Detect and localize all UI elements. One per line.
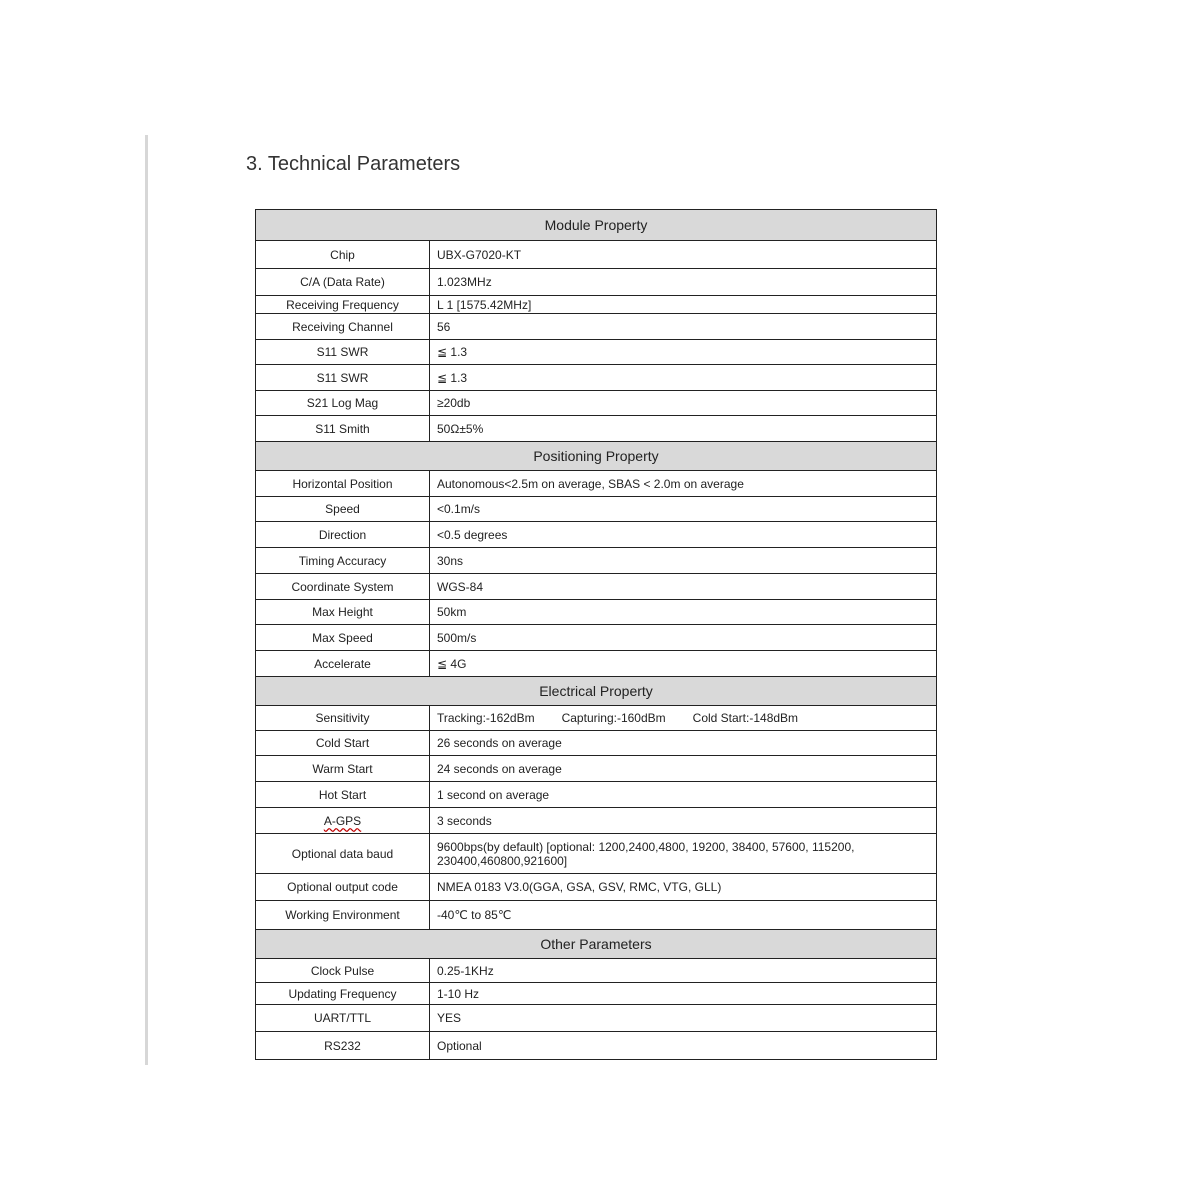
param-value: UBX-G7020-KT: [430, 241, 937, 269]
table-row: [256, 756, 937, 782]
table-row: [256, 651, 937, 677]
sensitivity-capturing: Capturing:-160dBm: [561, 711, 666, 725]
table-row: [256, 874, 937, 901]
param-label: Speed: [256, 497, 430, 522]
param-value-sensitivity: [430, 706, 937, 731]
table-row: [256, 782, 937, 808]
table-row: [256, 600, 937, 625]
param-value: ≦ 1.3: [430, 340, 937, 365]
section-row-other-parameters: [256, 930, 937, 959]
param-value: 1-10 Hz: [430, 983, 937, 1005]
technical-parameters-table: [255, 209, 937, 1060]
param-value: Autonomous<2.5m on average, SBAS < 2.0m on average: [430, 471, 937, 497]
param-value: 26 seconds on average: [430, 731, 937, 756]
section-title-positioning-property: Positioning Property: [256, 442, 937, 471]
param-label: S11 SWR: [256, 340, 430, 365]
param-label: Optional output code: [256, 874, 430, 901]
table-row: [256, 1005, 937, 1032]
param-label: C/A (Data Rate): [256, 269, 430, 296]
param-label: [256, 808, 430, 834]
section-title-other-parameters: Other Parameters: [256, 930, 937, 959]
param-label: Warm Start: [256, 756, 430, 782]
table-row: [256, 983, 937, 1005]
table-row: [256, 314, 937, 340]
param-value: 500m/s: [430, 625, 937, 651]
param-label: Cold Start: [256, 731, 430, 756]
param-value: 1.023MHz: [430, 269, 937, 296]
table-row: [256, 471, 937, 497]
param-label: Direction: [256, 522, 430, 548]
table-row: [256, 522, 937, 548]
param-value: 50Ω±5%: [430, 416, 937, 442]
param-value: 1 second on average: [430, 782, 937, 808]
param-label: Sensitivity: [256, 706, 430, 731]
param-value: 56: [430, 314, 937, 340]
param-value: WGS-84: [430, 574, 937, 600]
param-value: 24 seconds on average: [430, 756, 937, 782]
param-label: Max Speed: [256, 625, 430, 651]
table-row: [256, 340, 937, 365]
sensitivity-tracking: Tracking:-162dBm: [437, 711, 535, 725]
table-row: [256, 269, 937, 296]
table-row: [256, 416, 937, 442]
sensitivity-cold-start: Cold Start:-148dBm: [692, 711, 799, 725]
param-label: Optional data baud: [256, 834, 430, 874]
param-value: 30ns: [430, 548, 937, 574]
param-value: -40℃ to 85℃: [430, 901, 937, 930]
param-label: Updating Frequency: [256, 983, 430, 1005]
table-row: [256, 497, 937, 522]
param-value: 50km: [430, 600, 937, 625]
param-value: Optional: [430, 1032, 937, 1060]
param-label: Hot Start: [256, 782, 430, 808]
param-value: NMEA 0183 V3.0(GGA, GSA, GSV, RMC, VTG, GLL): [430, 874, 937, 901]
param-label: RS232: [256, 1032, 430, 1060]
section-row-module-property: [256, 210, 937, 241]
table-row: [256, 1032, 937, 1060]
param-value: YES: [430, 1005, 937, 1032]
table-row: [256, 241, 937, 269]
table-row: [256, 706, 937, 731]
param-label: Timing Accuracy: [256, 548, 430, 574]
table-row: [256, 296, 937, 314]
section-row-positioning-property: [256, 442, 937, 471]
table-row: [256, 901, 937, 930]
agps-label: A-GPS: [323, 813, 362, 828]
param-value: ≦ 1.3: [430, 365, 937, 391]
param-label: Max Height: [256, 600, 430, 625]
param-label: Coordinate System: [256, 574, 430, 600]
param-label: S11 Smith: [256, 416, 430, 442]
param-value: ≥20db: [430, 391, 937, 416]
param-label: UART/TTL: [256, 1005, 430, 1032]
table-row: [256, 731, 937, 756]
param-label: Receiving Channel: [256, 314, 430, 340]
table-row: [256, 625, 937, 651]
table-row: [256, 808, 937, 834]
section-row-electrical-property: [256, 677, 937, 706]
param-value: ≦ 4G: [430, 651, 937, 677]
param-value: <0.1m/s: [430, 497, 937, 522]
table-row: [256, 365, 937, 391]
param-value: 3 seconds: [430, 808, 937, 834]
section-heading: 3. Technical Parameters: [246, 153, 461, 175]
section-title-module-property: Module Property: [256, 210, 937, 241]
table-row: [256, 834, 937, 874]
param-label: S11 SWR: [256, 365, 430, 391]
param-value: 0.25-1KHz: [430, 959, 937, 983]
param-label: Accelerate: [256, 651, 430, 677]
table-row: [256, 959, 937, 983]
table-row: [256, 574, 937, 600]
param-label: Horizontal Position: [256, 471, 430, 497]
param-value: 9600bps(by default) [optional: 1200,2400,4800, 19200, 38400, 57600, 115200, 230400,460800,921600]: [430, 834, 937, 874]
param-label: Chip: [256, 241, 430, 269]
page-left-border: [145, 135, 148, 1065]
section-title-electrical-property: Electrical Property: [256, 677, 937, 706]
param-value: <0.5 degrees: [430, 522, 937, 548]
table-row: [256, 548, 937, 574]
param-value: L 1 [1575.42MHz]: [430, 296, 937, 314]
param-label: Receiving Frequency: [256, 296, 430, 314]
param-label: Working Environment: [256, 901, 430, 930]
table-row: [256, 391, 937, 416]
param-label: S21 Log Mag: [256, 391, 430, 416]
param-label: Clock Pulse: [256, 959, 430, 983]
